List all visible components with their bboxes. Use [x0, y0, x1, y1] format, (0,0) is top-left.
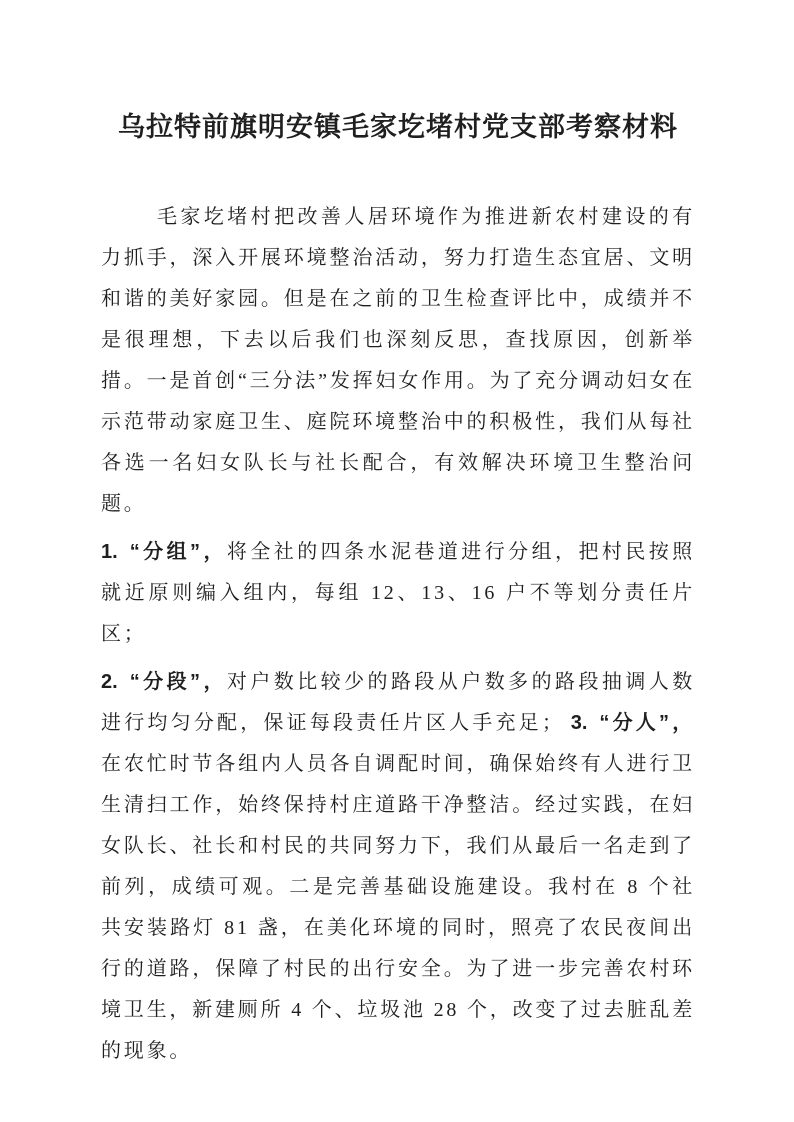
list-item-3-number: 3.: [570, 712, 588, 734]
list-item-2-number: 2.: [101, 671, 118, 693]
list-item-1-label: “分组”，: [129, 541, 227, 563]
list-item-2: [101, 662, 695, 1072]
list-item-3-label: “分人”，: [599, 712, 696, 734]
list-item-2-label: “分段”，: [129, 671, 227, 693]
list-item-3-text: 在农忙时节各组内人员各自调配时间，确保始终有人进行卫生清扫工作，始终保持村庄道路干净整洁。经过实践，在妇女队长、社长和村民的共同努力下，我们从最后一名走到了前列，成绩可观。二是完善基础设施建设。我村在 8 个社共安装路灯 81 盏，在美化环境的同时，照亮了农民夜间出行的道路，保障了村民的出行安全。为了进一步完善农村环境卫生，新建厕所 4 个、垃圾池 28 个，改变了过去脏乱差的现象。: [101, 753, 695, 1062]
page-title: 乌拉特前旗明安镇毛家圪堵村党支部考察材料: [118, 112, 678, 142]
list-item-2-text: 对户数比较少的路段从户数多的路段抽调人数进行均匀分配，保证每段责任片区人手充足；: [101, 671, 696, 734]
list-item-1-text: 将全社的四条水泥巷道进行分组，把村民按照就近原则编入组内，每组 12、13、16 户不等划分责任片区；: [101, 541, 696, 645]
list-item-1: [101, 532, 695, 655]
paragraph-intro: 毛家圪堵村把改善人居环境作为推进新农村建设的有力抓手，深入开展环境整治活动，努力打造生态宜居、文明和谐的美好家园。但是在之前的卫生检查评比中，成绩并不是很理想，下去以后我们也深刻反思，查找原因，创新举措。一是首创“三分法”发挥妇女作用。为了充分调动妇女在示范带动家庭卫生、庭院环境整治中的积极性，我们从每社各选一名妇女队长与社长配合，有效解决环境卫生整治问题。: [101, 206, 695, 515]
list-item-1-number: 1.: [101, 541, 118, 563]
